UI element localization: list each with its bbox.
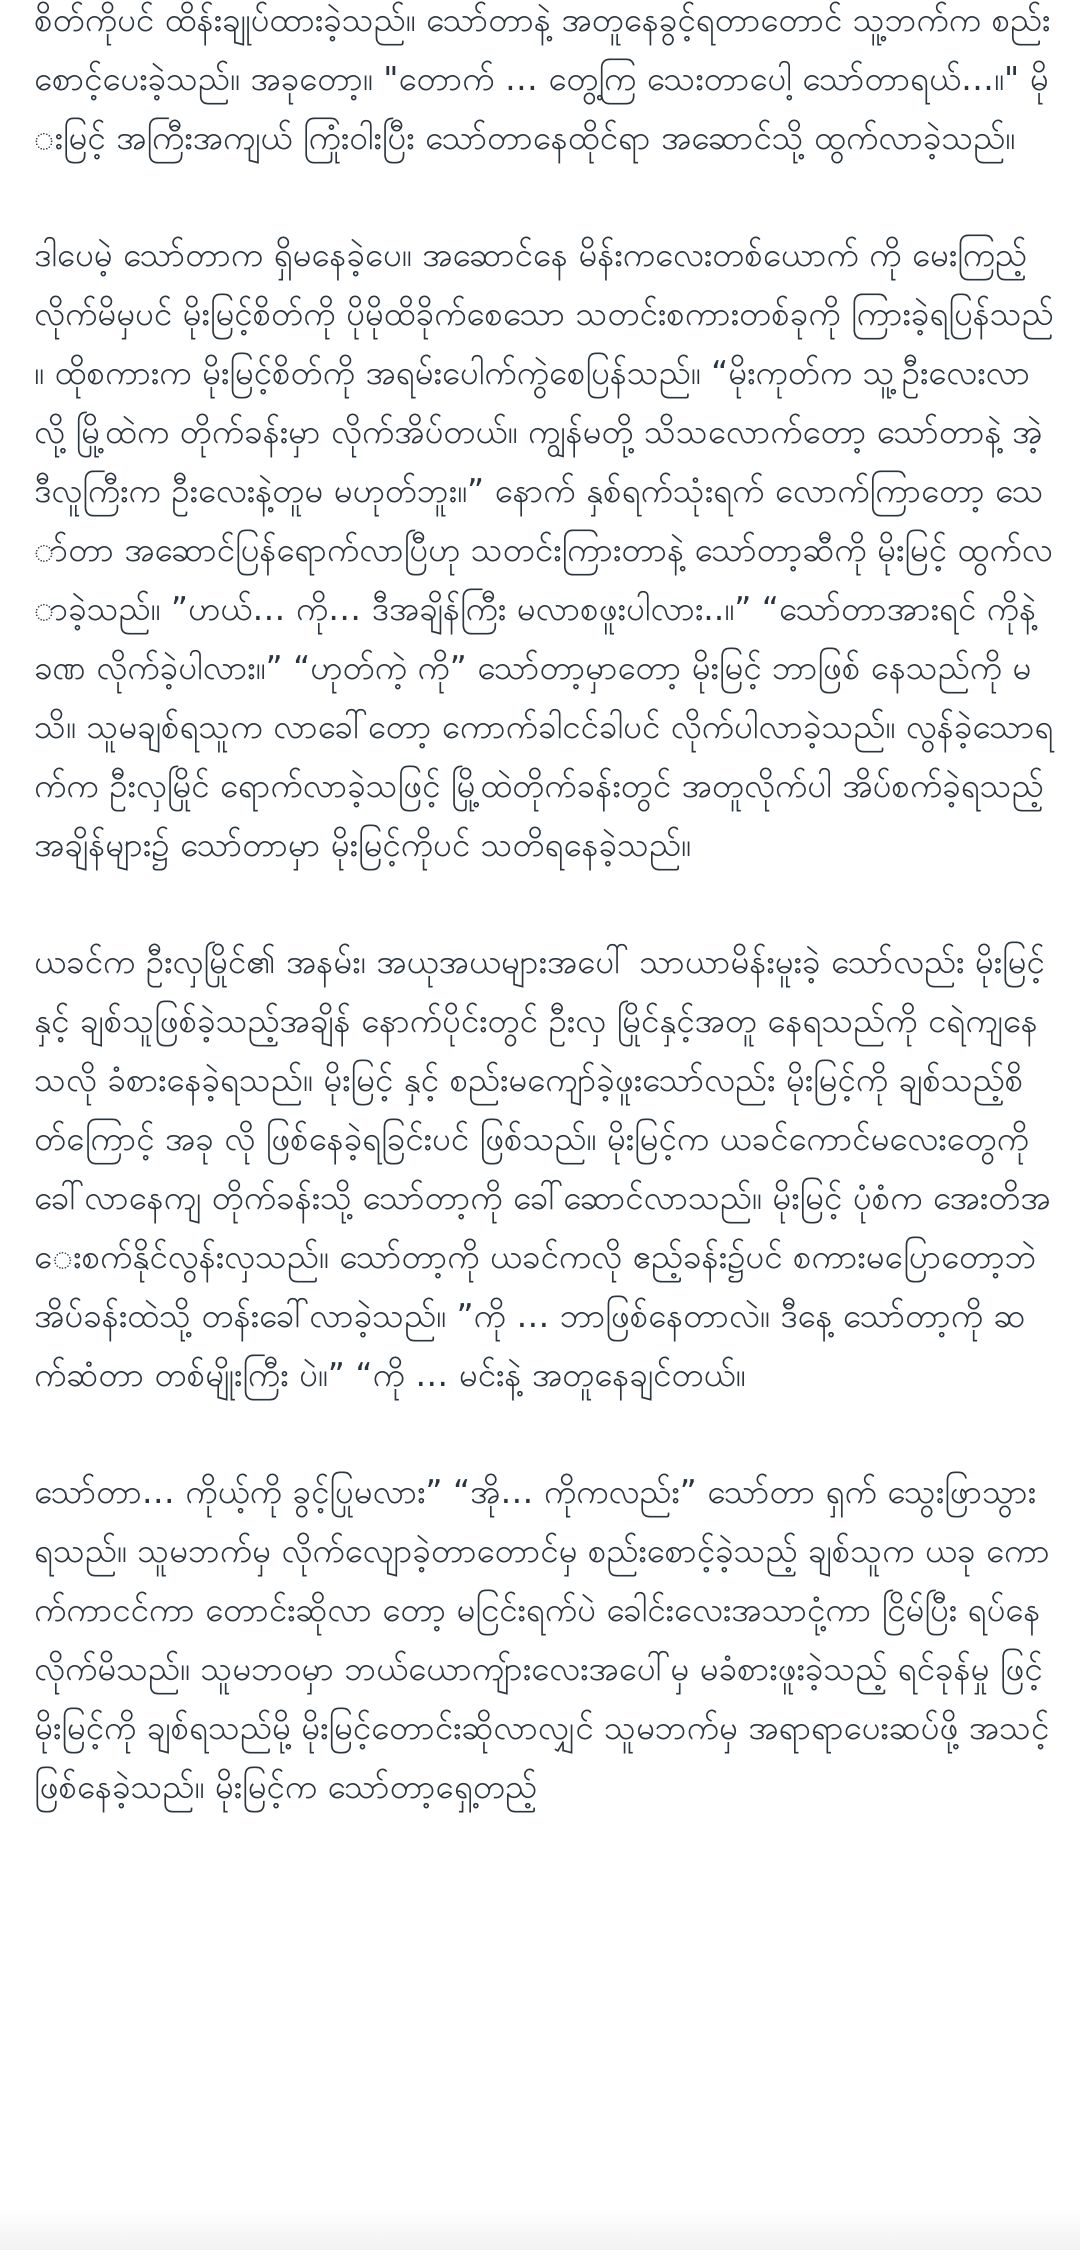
article-paragraph-3: ယခင်က ဦးလှမြိုင်၏ အနမ်း၊ အယုအယများအပေါ် သာယာမိန်းမူးခဲ့ သော်လည်း မိုးမြင့်နှင့် ချစ်သူဖြစ်ခဲ့သည့်အချိန် နောက်ပိုင်းတွင် ဦးလှ မြိုင်နှင့်အတူ နေရသည်ကို ငရဲကျနေသလို ခံစားနေခဲ့ရသည်။ မိုးမြင့် နှင့် စည်းမကျော်ခဲ့ဖူးသော်လည်း မိုးမြင့်ကို ချစ်သည့်စိတ်ကြောင့် အခု လို ဖြစ်နေခဲ့ရခြင်းပင် ဖြစ်သည်။ မိုးမြင့်က ယခင်ကောင်မလေးတွေကို ခေါ်လာနေကျ တိုက်ခန်းသို့ သော်တာ့ကို ခေါ်ဆောင်လာသည်။ မိုးမြင့် ပုံစံက အေးတိအေးစက်နိုင်လွန်းလှသည်။ သော်တာ့ကို ယခင်ကလို ဧည့်ခန်း၌ပင် စကားမပြောတော့ဘဲ အိပ်ခန်းထဲသို့ တန်းခေါ်လာခဲ့သည်။ ”ကို … ဘာဖြစ်နေတာလဲ။ ဒီနေ့ သော်တာ့ကို ဆက်ဆံတာ တစ်မျိုးကြီး ပဲ။” “ကို … မင်းနဲ့ အတူနေချင်တယ်။: [34, 942, 1051, 1394]
article-paragraph-4: သော်တာ… ကိုယ့်ကို ခွင့်ပြုမလား” “အို… ကိုကလည်း” သော်တာ ရှက် သွေးဖြာသွားရသည်။ သူမဘက်မှ လိုက်လျောခဲ့တာတောင်မှ စည်းစောင့်ခဲ့သည့် ချစ်သူက ယခု ကောက်ကာငင်ကာ တောင်းဆိုလာ တော့ မငြင်းရက်ပဲ ခေါင်းလေးအသာငုံ့ကာ ငြိမ်ပြီး ရပ်နေလိုက်မိသည်။ သူမဘဝမှာ ဘယ်ယောကျ်ားလေးအပေါ်မှ မခံစားဖူးခဲ့သည့် ရင်ခုန်မှု ဖြင့် မိုးမြင့်ကို ချစ်ရသည်မို့ မိုးမြင့်တောင်းဆိုလာလျှင် သူမဘက်မှ အရာရာပေးဆပ်ဖို့ အသင့်ဖြစ်နေခဲ့သည်။ မိုးမြင့်က သော်တာ့ရှေ့တည့်: [34, 1472, 1050, 1806]
article-paragraph-2: ဒါပေမဲ့ သော်တာက ရှိမနေခဲ့ပေ။ အဆောင်နေ မိန်းကလေးတစ်ယောက် ကို မေးကြည့်လိုက်မိမှပင် မိုးမြင့်စိတ်ကို ပိုမိုထိခိုက်စေသော သတင်းစကားတစ်ခုကို ကြားခဲ့ရပြန်သည်။ ထိုစကားက မိုးမြင့်စိတ်ကို အရမ်းပေါက်ကွဲစေပြန်သည်။ “မိုးကုတ်က သူ့ဦးလေးလာလို့ မြို့ထဲက တိုက်ခန်းမှာ လိုက်အိပ်တယ်။ ကျွန်မတို့ သိသလောက်တော့ သော်တာနဲ့ အဲ့ဒီလူကြီးက ဦးလေးနဲ့တူမ မဟုတ်ဘူး။” နောက် နှစ်ရက်သုံးရက် လောက်ကြာတော့ သော်တာ အဆောင်ပြန်ရောက်လာပြီဟု သတင်းကြားတာနဲ့ သော်တာ့ဆီကို မိုးမြင့် ထွက်လာခဲ့သည်။ ”ဟယ်… ကို… ဒီအချိန်ကြီး မလာစဖူးပါလား..။” “သော်တာအားရင် ကိုနဲ့ ခဏ လိုက်ခဲ့ပါလား။” “ဟုတ်ကဲ့ ကို” သော်တာ့မှာတော့ မိုးမြင့် ဘာဖြစ် နေသည်ကို မသိ။ သူမချစ်ရသူက လာခေါ်တော့ ကောက်ခါငင်ခါပင် လိုက်ပါလာခဲ့သည်။ လွန်ခဲ့သောရက်က ဦးလှမြိုင် ရောက်လာခဲ့သဖြင့် မြို့ထဲတိုက်ခန်းတွင် အတူလိုက်ပါ အိပ်စက်ခဲ့ရသည့် အချိန်များ၌ သော်တာမှာ မိုးမြင့်ကိုပင် သတိရနေခဲ့သည်။: [34, 235, 1054, 864]
bottom-fade: [0, 2210, 1080, 2250]
article-body: [34, 0, 1054, 1874]
article-paragraph-1: စိတ်ကိုပင် ထိန်းချုပ်ထားခဲ့သည်။ သော်တာနဲ့ အတူနေခွင့်ရတာတောင် သူ့ဘက်က စည်းစောင့်ပေးခဲ့သည်။ အခုတော့။ "တောက် … တွေ့ကြ သေးတာပေါ့ သော်တာရယ်…။" မိုးမြင့် အကြီးအကျယ် ကြုံးဝါးပြီး သော်တာနေထိုင်ရာ အဆောင်သို့ ထွက်လာခဲ့သည်။: [34, 0, 1051, 157]
